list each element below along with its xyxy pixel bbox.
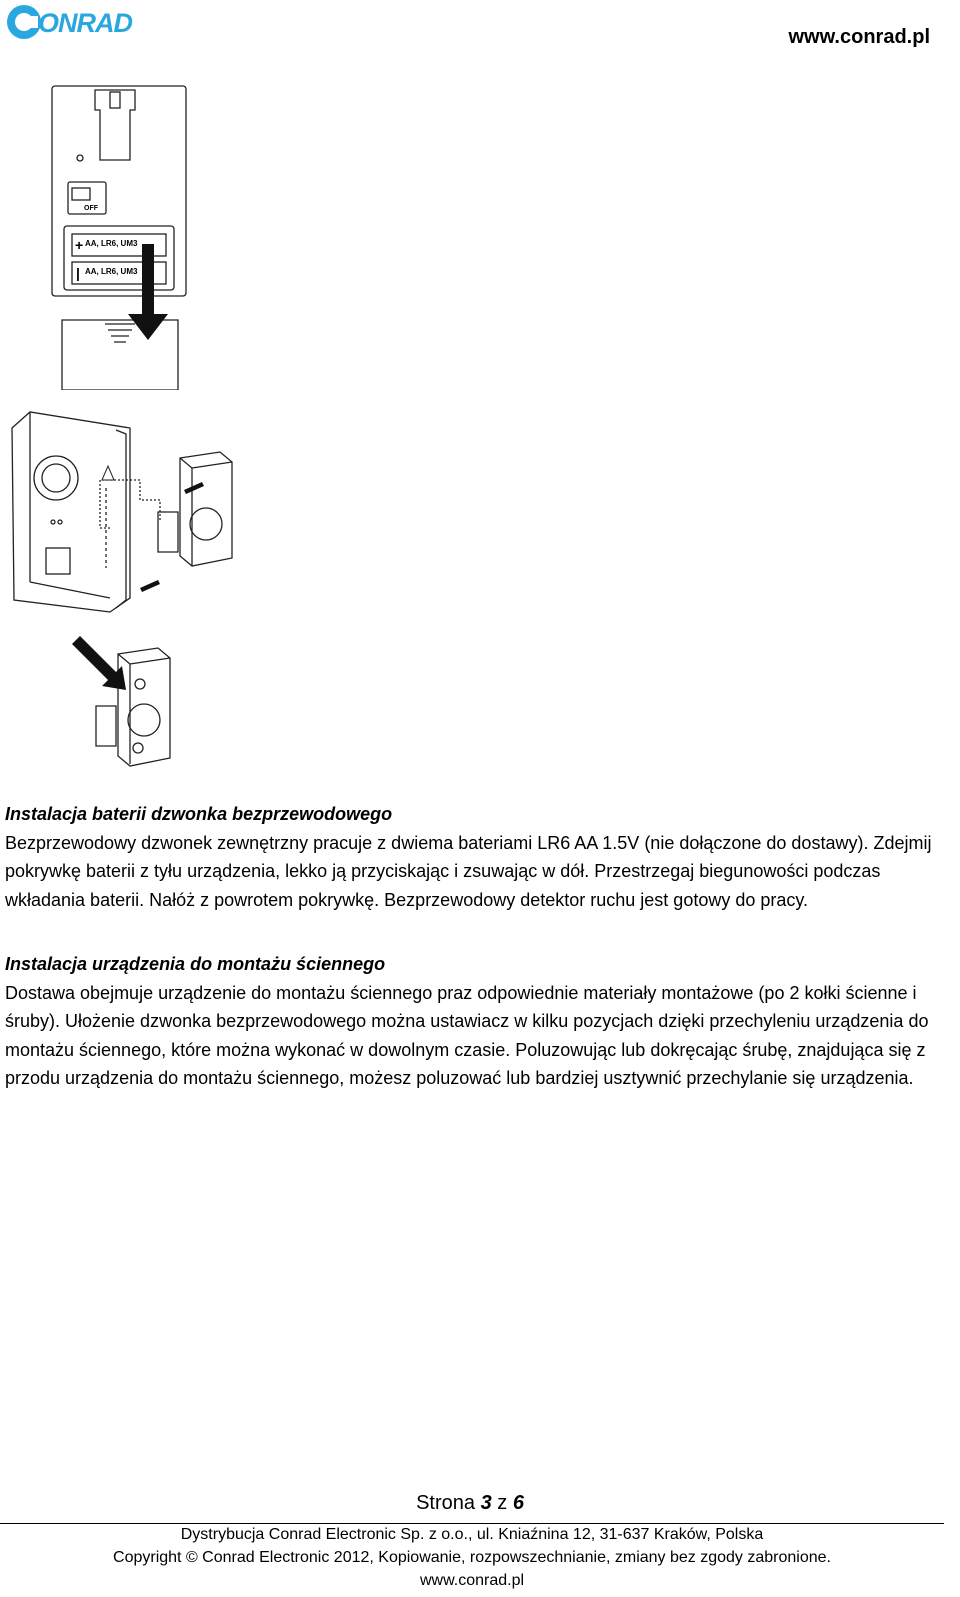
battery-label-top: AA, LR6, UM3 [85,239,138,248]
footer-url[interactable]: www.conrad.pl [419,1572,525,1589]
conrad-logo [4,2,156,42]
section-paragraph: Bezprzewodowy dzwonek zewnętrzny pracuje z dwiema bateriami LR6 AA 1.5V (nie dołączone do dostawy). Zdejmij pokrywkę baterii z tyłu urządzenia, lekko ją przyciskając i zsuwając w dół. Przestrzegaj biegunowości podczas wkładania baterii. Nałóż z powrotem pokrywkę. Bezprzewodowy detektor ruchu jest gotowy do pracy. [5,832,932,910]
footer-divider [0,1523,944,1524]
footer-copyright: Copyright © Conrad Electronic 2012, Kopiowanie, rozpowszechnianie, zmiany bez zgody zabronione. [113,1549,831,1566]
wall-mount-illustration [8,408,240,618]
page-separator: z [497,1492,508,1514]
wall-mount-section [5,950,955,1093]
battery-compartment-illustration [50,84,190,390]
page-total: 6 [512,1492,524,1514]
svg-text:|: | [76,265,80,281]
footer-address: Dystrybucja Conrad Electronic Sp. z o.o., ul. Kniaźnina 12, 31-637 Kraków, Polska [180,1526,764,1543]
battery-installation-section [5,800,955,914]
switch-label: OFF [84,205,98,212]
screw-adjustment-illustration [68,636,178,768]
page-number [0,1492,940,1515]
svg-text:ONRAD: ONRAD [38,8,132,38]
svg-text:+: + [75,237,84,253]
section-heading: Instalacja baterii dzwonka bezprzewodowego [5,804,393,824]
section-paragraph: Dostawa obejmuje urządzenie do montażu ściennego praz odpowiednie materiały montażowe (po 2 kołki ścienne i śruby). Ułożenie dzwonka bezprzewodowego można ustawiacz w kilku pozycjach dzięki przechyleniu urządzenia do montażu ściennego, które można wykonać w dowolnym czasie. Poluzowując lub dokręcając śrubę, znajdująca się z przodu urządzenia do montażu ściennego, możesz poluzować lub bardziej usztywnić przechylanie się urządzenia. [5,982,929,1088]
battery-label-bottom: AA, LR6, UM3 [85,267,138,276]
page-current: 3 [480,1492,492,1514]
site-url[interactable]: www.conrad.pl [788,26,930,48]
page-prefix: Strona [416,1492,475,1514]
section-heading: Instalacja urządzenia do montażu ściennego [5,954,386,974]
